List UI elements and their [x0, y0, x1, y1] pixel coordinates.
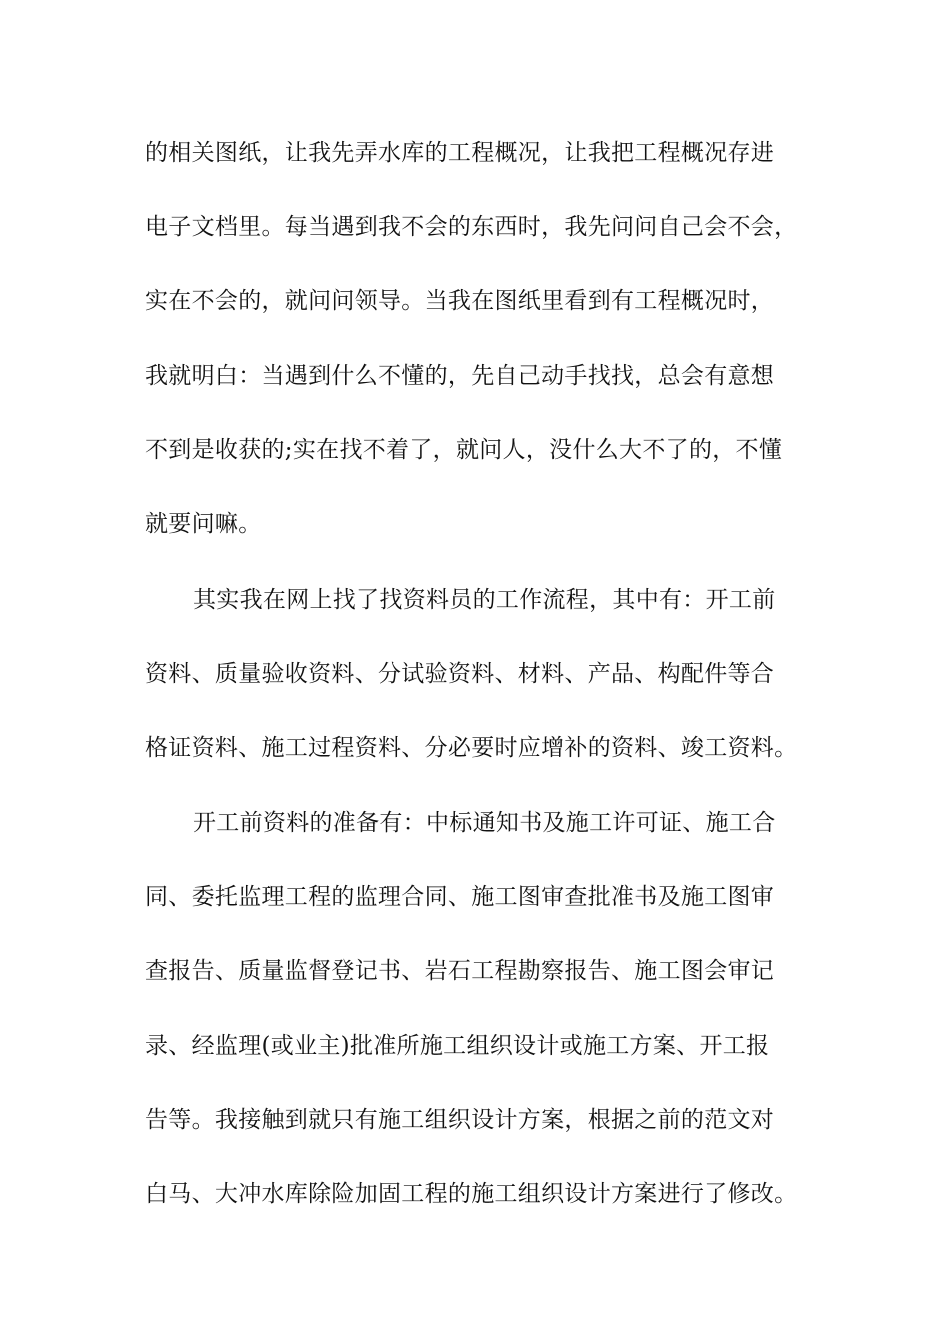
text-line: 的相关图纸，让我先弄水库的工程概况，让我把工程概况存进 — [145, 140, 775, 166]
text-line: 电子文档里。每当遇到我不会的东西时，我先问问自己会不会， — [145, 214, 798, 240]
text-line: 录、经监理(或业主)批准所施工组织设计或施工方案、开工报 — [145, 1033, 770, 1059]
text-line: 实在不会的，就问问领导。当我在图纸里看到有工程概况时， — [145, 288, 775, 314]
text-line: 白马、大冲水库除险加固工程的施工组织设计方案进行了修改。 — [145, 1181, 798, 1207]
text-line: 格证资料、施工过程资料、分必要时应增补的资料、竣工资料。 — [145, 735, 798, 761]
paragraph-first-line: 其实我在网上找了找资料员的工作流程，其中有：开工前 — [193, 587, 776, 613]
text-line: 资料、质量验收资料、分试验资料、材料、产品、构配件等合 — [145, 661, 775, 687]
text-line: 同、委托监理工程的监理合同、施工图审查批准书及施工图审 — [145, 884, 775, 910]
text-line: 不到是收获的;实在找不着了，就问人，没什么大不了的，不懂 — [145, 437, 783, 463]
text-line: 告等。我接触到就只有施工组织设计方案，根据之前的范文对 — [145, 1107, 775, 1133]
text-line: 我就明白：当遇到什么不懂的，先自己动手找找，总会有意想 — [145, 363, 775, 389]
text-line: 就要问嘛。 — [145, 511, 262, 537]
text-line: 查报告、质量监督登记书、岩石工程勘察报告、施工图会审记 — [145, 958, 775, 984]
paragraph-first-line: 开工前资料的准备有：中标通知书及施工许可证、施工合 — [193, 810, 776, 836]
